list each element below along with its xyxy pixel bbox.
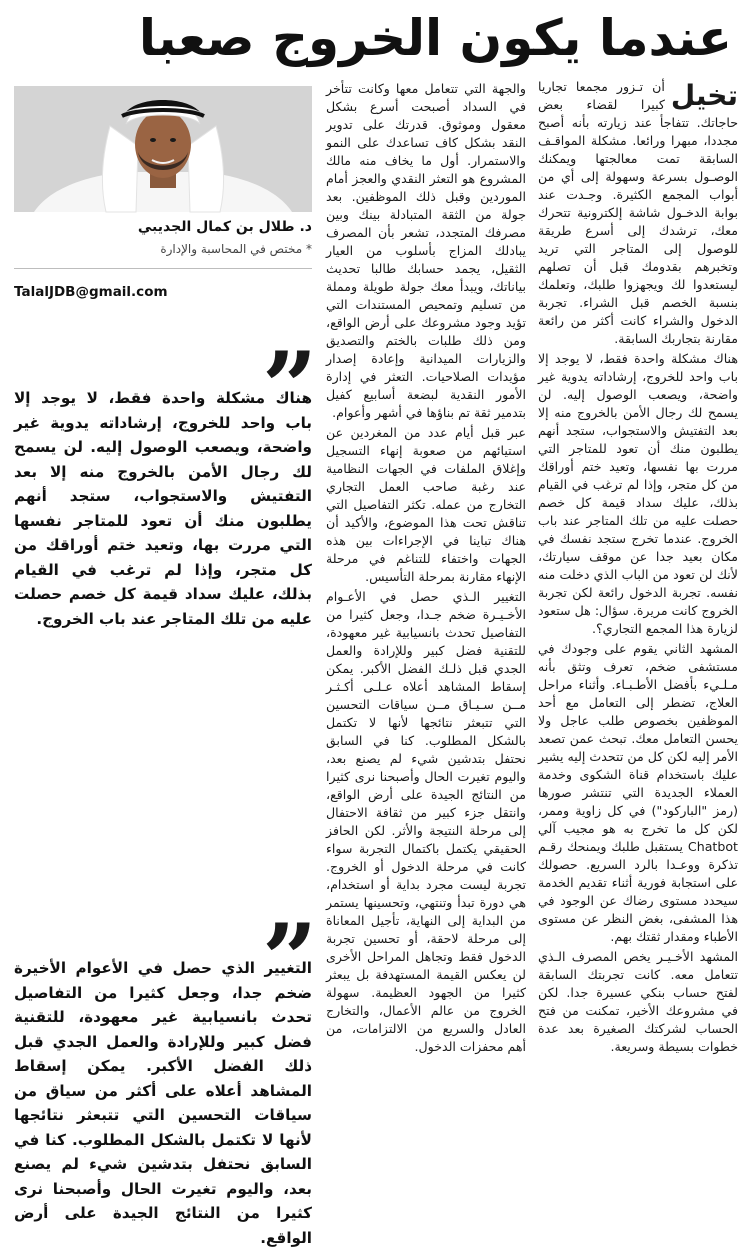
pull-quote: التغيير الذي حصل في الأعوام الأخيرة ضخم جدا، وجعل كثيرا من التفاصيل تحدث بانسيابية غير معهودة، للتقنية فضل كبير وللإرادة والعمل الجدي قبل ذلك الفضل الأكبر. يمكن إسقاط المشاهد أعلاه على أكثر من سياق من سياقات التحسين التي تتبعثر نتائجها لأنها لا تكتمل بالشكل المطلوب. كنا في السابق نحتفل بتدشين شيء لم يصنع بعد، واليوم تغيرت الحال وأصبحنا نرى كثيرا من النتائج الجيدة على أرض الواقع. [14,959,312,1247]
article-column-1 [538,78,738,1194]
pull-quote: هناك مشكلة واحدة فقط، لا يوجد إلا باب واحد للخروج، إرشاداته يدوية غير واضحة، ويصعب الوصول إليه. لن يسمح لك رجال الأمن بالخروج منه إلا بعد التفتيش والاستجواب، ستجد أنهم يطلبون منك أن تعود للمتاجر نفسها التي مررت بها، وتعيد ختم أوراقك من كل متجر، وإذا لم ترغب في القيام بذلك، عليك سداد قيمة كل خصم حصلت عليه من تلك المتاجر عند باب الخروج. [14,389,312,628]
paragraph: هناك مشكلة واحدة فقط، لا يوجد إلا باب واحد للخروج، إرشاداته يدوية غير واضحة، ويصعب الوصول إليه. لن يسمح لك رجال الأمن بالخروج منه إلا بعد التفتيش والاستجواب، ستجد أنهم يطلبون منك أن تعود للمتاجر التي مررت بها نفسها، وتعيد ختم أوراقك من كل متجر، وإذا لم ترغب في القيام بذلك، عليك سداد قيمة كل خصم حصلت عليه من تلك المتاجر عند باب الخروج. عندما تخرج ستجد نفسك في مكان بعيد جدا عن موقف سيارتك، لأنك لن تعود من الباب الذي دخلت منه نفسه. تجربة الدخول رائعة لكن تجربة الخروج كانت مريرة. سؤال: هل ستعود لزيارة هذا المجمع التجاري؟. [538,351,738,636]
quote-icon: ” [262,331,318,444]
author-title: * مختص في المحاسبة والإدارة [160,242,312,256]
author-email-link[interactable]: TalalJDB@gmail.com [14,284,168,300]
author-name: د. طلال بن كمال الجديبي [137,219,312,235]
divider [14,268,312,269]
paragraph: المشهد الثاني يقوم على وجودك في مستشفى ضخم، تعرف وتثق بأنه مـلـيء بأفضل الأطـبـاء. وأثناء مراحل العلاج، تضطر إلى التعامل مع أحد الموظفين بخصوص طلب عاجل ولا يحسن التعامل معك. تبحث عمن تصعد الأمر إليه لكن كل من تتحدث إليه يشير عليك باستخدام قناة الشكوى وخدمة العملاء الجديدة التي تنتشر صورها (رمز "الباركود") في كل زاوية وممر، لكن كل ما تخرج به هو مجيب آلي Chatbot يستقبل طلبك ويمنحك رقـم تذكرة ووعـدا بالرد السريع. حصولك على استجابة فورية أثناء تقديم الخدمة سيحدد مستوى رضاك عن الوجود في هذا المشفى، بغض النظر عن مستوى الأطباء ومقدار ثقتك بهم. [538,641,738,944]
paragraph: التغيير الـذي حصل في الأعـوام الأخـيـرة ضخم جـدا، وجعل كثيرا من التفاصيل تحدث بانسيابية غير معهودة، للتقنية فضل كبير وللإرادة والعمل الجدي قبل ذلـك الفضل الأكبر. يمكن إسقاط المشاهد أعلاه عـلـى أكـثـر مــن سـيـاق مــن سياقات التحسين التي تتبعثر نتائجها لأنها لا تكتمل بالشكل المطلوب. كنا في السابق نحتفل بتدشين شيء لم يصنع بعد، واليوم تغيرت الحال وأصبحنا نرى كثيرا من النتائج الجيدة على أرض الواقع، وانتقل جزء كبير من ثقافة الاحتفال إلى مرحلة النتيجة والأثر. لكن الحافز الحقيقي يكتمل باكتمال التجربة سواء كانت في مرحلة الدخول أو الخروج. تجربة ليست مجرد بداية أو استخدام، هي دورة تبدأ وتنتهي، وتحسينها يستمر من البداية إلى النهاية، تأجيل المعاناة إلى مرحلة لاحقة، أو تحسين تجربة الدخول فقط وتجاهل المراحل الأخرى لن يعكس القيمة المستهدفة بل يبعثر كثيرا من الجهود العظيمة. سهولة الخروج من عالم الأعمال، والتخارج العادل والسريع من الالتزامات، من أهم محفزات الدخول. [326,589,526,1054]
paragraph: المشهد الأخـيـر يخص المصرف الـذي تتعامل معه. كانت تجربتك السابقة لفتح حساب بنكي عسيرة جدا. لكن في مشروعك الأخير، تمكنت من فتح الحساب لشركتك الصغيرة بعد عدة خطوات بسيطة وسريعة. [538,949,738,1054]
paragraph: أن تـزور مجمعا تجاريا كبيرا لقضاء بعض حاجاتك. تتفاجأ عند زيارته بأنه أصبح مجددا، مبهرا ورائعا. مشكلة المواقـف السابقة تمت معالجتها ويمكنك الوصـول بسرعة وسهولة إلى أي من أبواب المجمع الكثيرة. وجـدت عند بوابة الدخـول شاشة إلكترونية تتحرك معك، ترشدك إلى أسرع طريقة للوصول إلى المتاجر التي تريد وتخبرهم بقدومك قبل أن تصلهم ليستعدوا لك ويجهزوا طلبك، وتعلمك بنسبة الخصم قبل الشراء. تجربة الدخول والشراء كانت أكثر من رائعة مقارنة بتجاربك السابقة. [538,79,738,346]
article-title: عندما يكون الخروج صعبا [138,9,732,67]
paragraph: عبر قبل أيام عدد من المغردين عن استيائهم من صعوبة إنهاء التسجيل وإغلاق الملفات في الجهات النظامية عند رغبة صاحب العمل التجاري التخارج من عمله. تكثر التفاصيل التي تناقش تحت هذا الموضوع، والأكيد أن هناك تباينا في الإجراءات بين هذه الجهات واختفاء للتناغم في مرحلة الإنهاء مقارنة بمرحلة التأسيس. [326,425,526,584]
author-portrait [14,86,312,212]
author-photo-icon [14,86,312,212]
quote-icon: ” [262,903,318,1016]
article-column-2 [326,80,526,1196]
dropcap-word: تخيل [670,79,738,112]
paragraph: والجهة التي تتعامل معها وكانت تتأخر في السداد أصبحت أسرع بشكل معقول وموثوق. قدرتك على تدوير النقد بشكل كاف تساعدك على النمو والاستمرار. أول ما يخاف منه مالك المشروع هو التعثر النقدي والعجز أمام الموردين وقبل ذلك الموظفين. بعد جولة من الثقة المتبادلة بينك وبين مصرفك المتجدد، تشعر بأن المصرف يبادلك المزاج بأسلوب من العيار الثقيل، يجمد حسابك طالبا تحديث بياناتك، ويبدأ معك جولة طويلة ومملة من تسليم وتمحيص المستندات التي تؤيد وجود مشروعك على أرض الواقع، ومن ذلك طلبات بالختم والتصديق والزيارات الميدانية وإعادة إصدار مؤيدات الصلاحيات. التعثر في إدارة الأمور النقدية لبضعة أسابيع كفيل بتدمير ثقة تم بناؤها في أشهر وأعوام. [326,81,526,420]
